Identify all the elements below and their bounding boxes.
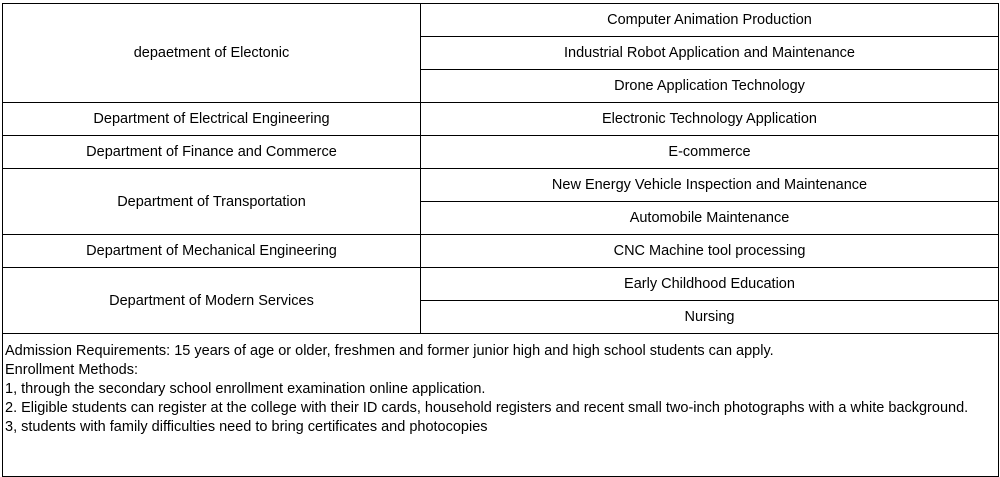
table-row <box>3 268 999 301</box>
major-name: Industrial Robot Application and Maintenance <box>421 37 999 70</box>
table-row <box>3 4 999 37</box>
admission-requirements: Admission Requirements: 15 years of age or older, freshmen and former junior high and high school students can apply. <box>5 343 774 359</box>
table-row <box>3 235 999 268</box>
table-row <box>3 136 999 169</box>
major-name: New Energy Vehicle Inspection and Maintenance <box>421 169 999 202</box>
enrollment-methods-heading: Enrollment Methods: <box>5 362 138 378</box>
enrollment-method-1: 1, through the secondary school enrollment examination online application. <box>5 381 486 397</box>
major-name: E-commerce <box>421 136 999 169</box>
department-name: Department of Electrical Engineering <box>3 103 421 136</box>
department-name: Department of Mechanical Engineering <box>3 235 421 268</box>
department-name: depaetment of Electonic <box>3 4 421 103</box>
admission-notes <box>3 334 999 477</box>
enrollment-method-3: 3, students with family difficulties need to bring certificates and photocopies <box>5 419 488 435</box>
department-majors-table <box>2 3 999 477</box>
major-name: Early Childhood Education <box>421 268 999 301</box>
notes-row <box>3 334 999 477</box>
major-name: CNC Machine tool processing <box>421 235 999 268</box>
department-name: Department of Finance and Commerce <box>3 136 421 169</box>
department-name: Department of Modern Services <box>3 268 421 334</box>
table-row <box>3 169 999 202</box>
major-name: Nursing <box>421 301 999 334</box>
major-name: Computer Animation Production <box>421 4 999 37</box>
table-row <box>3 103 999 136</box>
enrollment-method-2: 2. Eligible students can register at the college with their ID cards, household registers and recent small two-inch photographs with a white background. <box>5 400 969 416</box>
major-name: Electronic Technology Application <box>421 103 999 136</box>
department-name: Department of Transportation <box>3 169 421 235</box>
major-name: Drone Application Technology <box>421 70 999 103</box>
major-name: Automobile Maintenance <box>421 202 999 235</box>
